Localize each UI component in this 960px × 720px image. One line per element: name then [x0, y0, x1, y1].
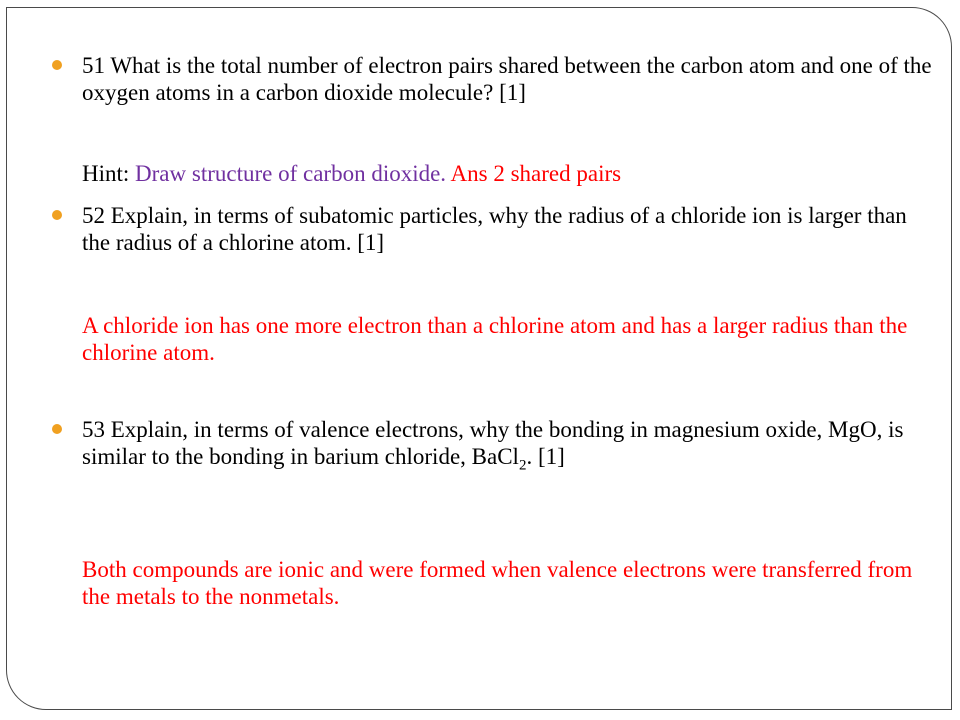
answer-53 [82, 556, 932, 610]
answer-53-text: Both compounds are ionic and were formed when valence electrons were transferred from the metals to the nonmetals. [82, 557, 913, 609]
question-52 [82, 202, 932, 256]
question-51-text: 51 What is the total number of electron pairs shared between the carbon atom and one of the oxygen atoms in a carbon dioxide molecule? [1] [82, 53, 932, 105]
question-52-text: 52 Explain, in terms of subatomic particles, why the radius of a chloride ion is larger than the radius of a chlorine atom. [1] [82, 203, 907, 255]
bullet-q53 [52, 424, 62, 434]
answer-52-text: A chloride ion has one more electron than a chlorine atom and has a larger radius than the chlorine atom. [82, 313, 908, 365]
bullet-q52 [52, 210, 62, 220]
bullet-q51 [52, 60, 62, 70]
question-53-text: 53 Explain, in terms of valence electrons, why the bonding in magnesium oxide, MgO, is similar to the bonding in barium chloride, BaCl [82, 417, 904, 469]
question-53-end: . [1] [526, 444, 565, 469]
answer-51: Ans 2 shared pairs [446, 161, 622, 186]
answer-52 [82, 312, 932, 366]
question-53 [82, 416, 932, 474]
subscript-2: 2 [518, 457, 527, 474]
hint-51 [82, 160, 932, 187]
hint-label: Hint: [82, 161, 136, 186]
hint-text: Draw structure of carbon dioxide. [135, 161, 447, 186]
question-51 [82, 52, 932, 106]
